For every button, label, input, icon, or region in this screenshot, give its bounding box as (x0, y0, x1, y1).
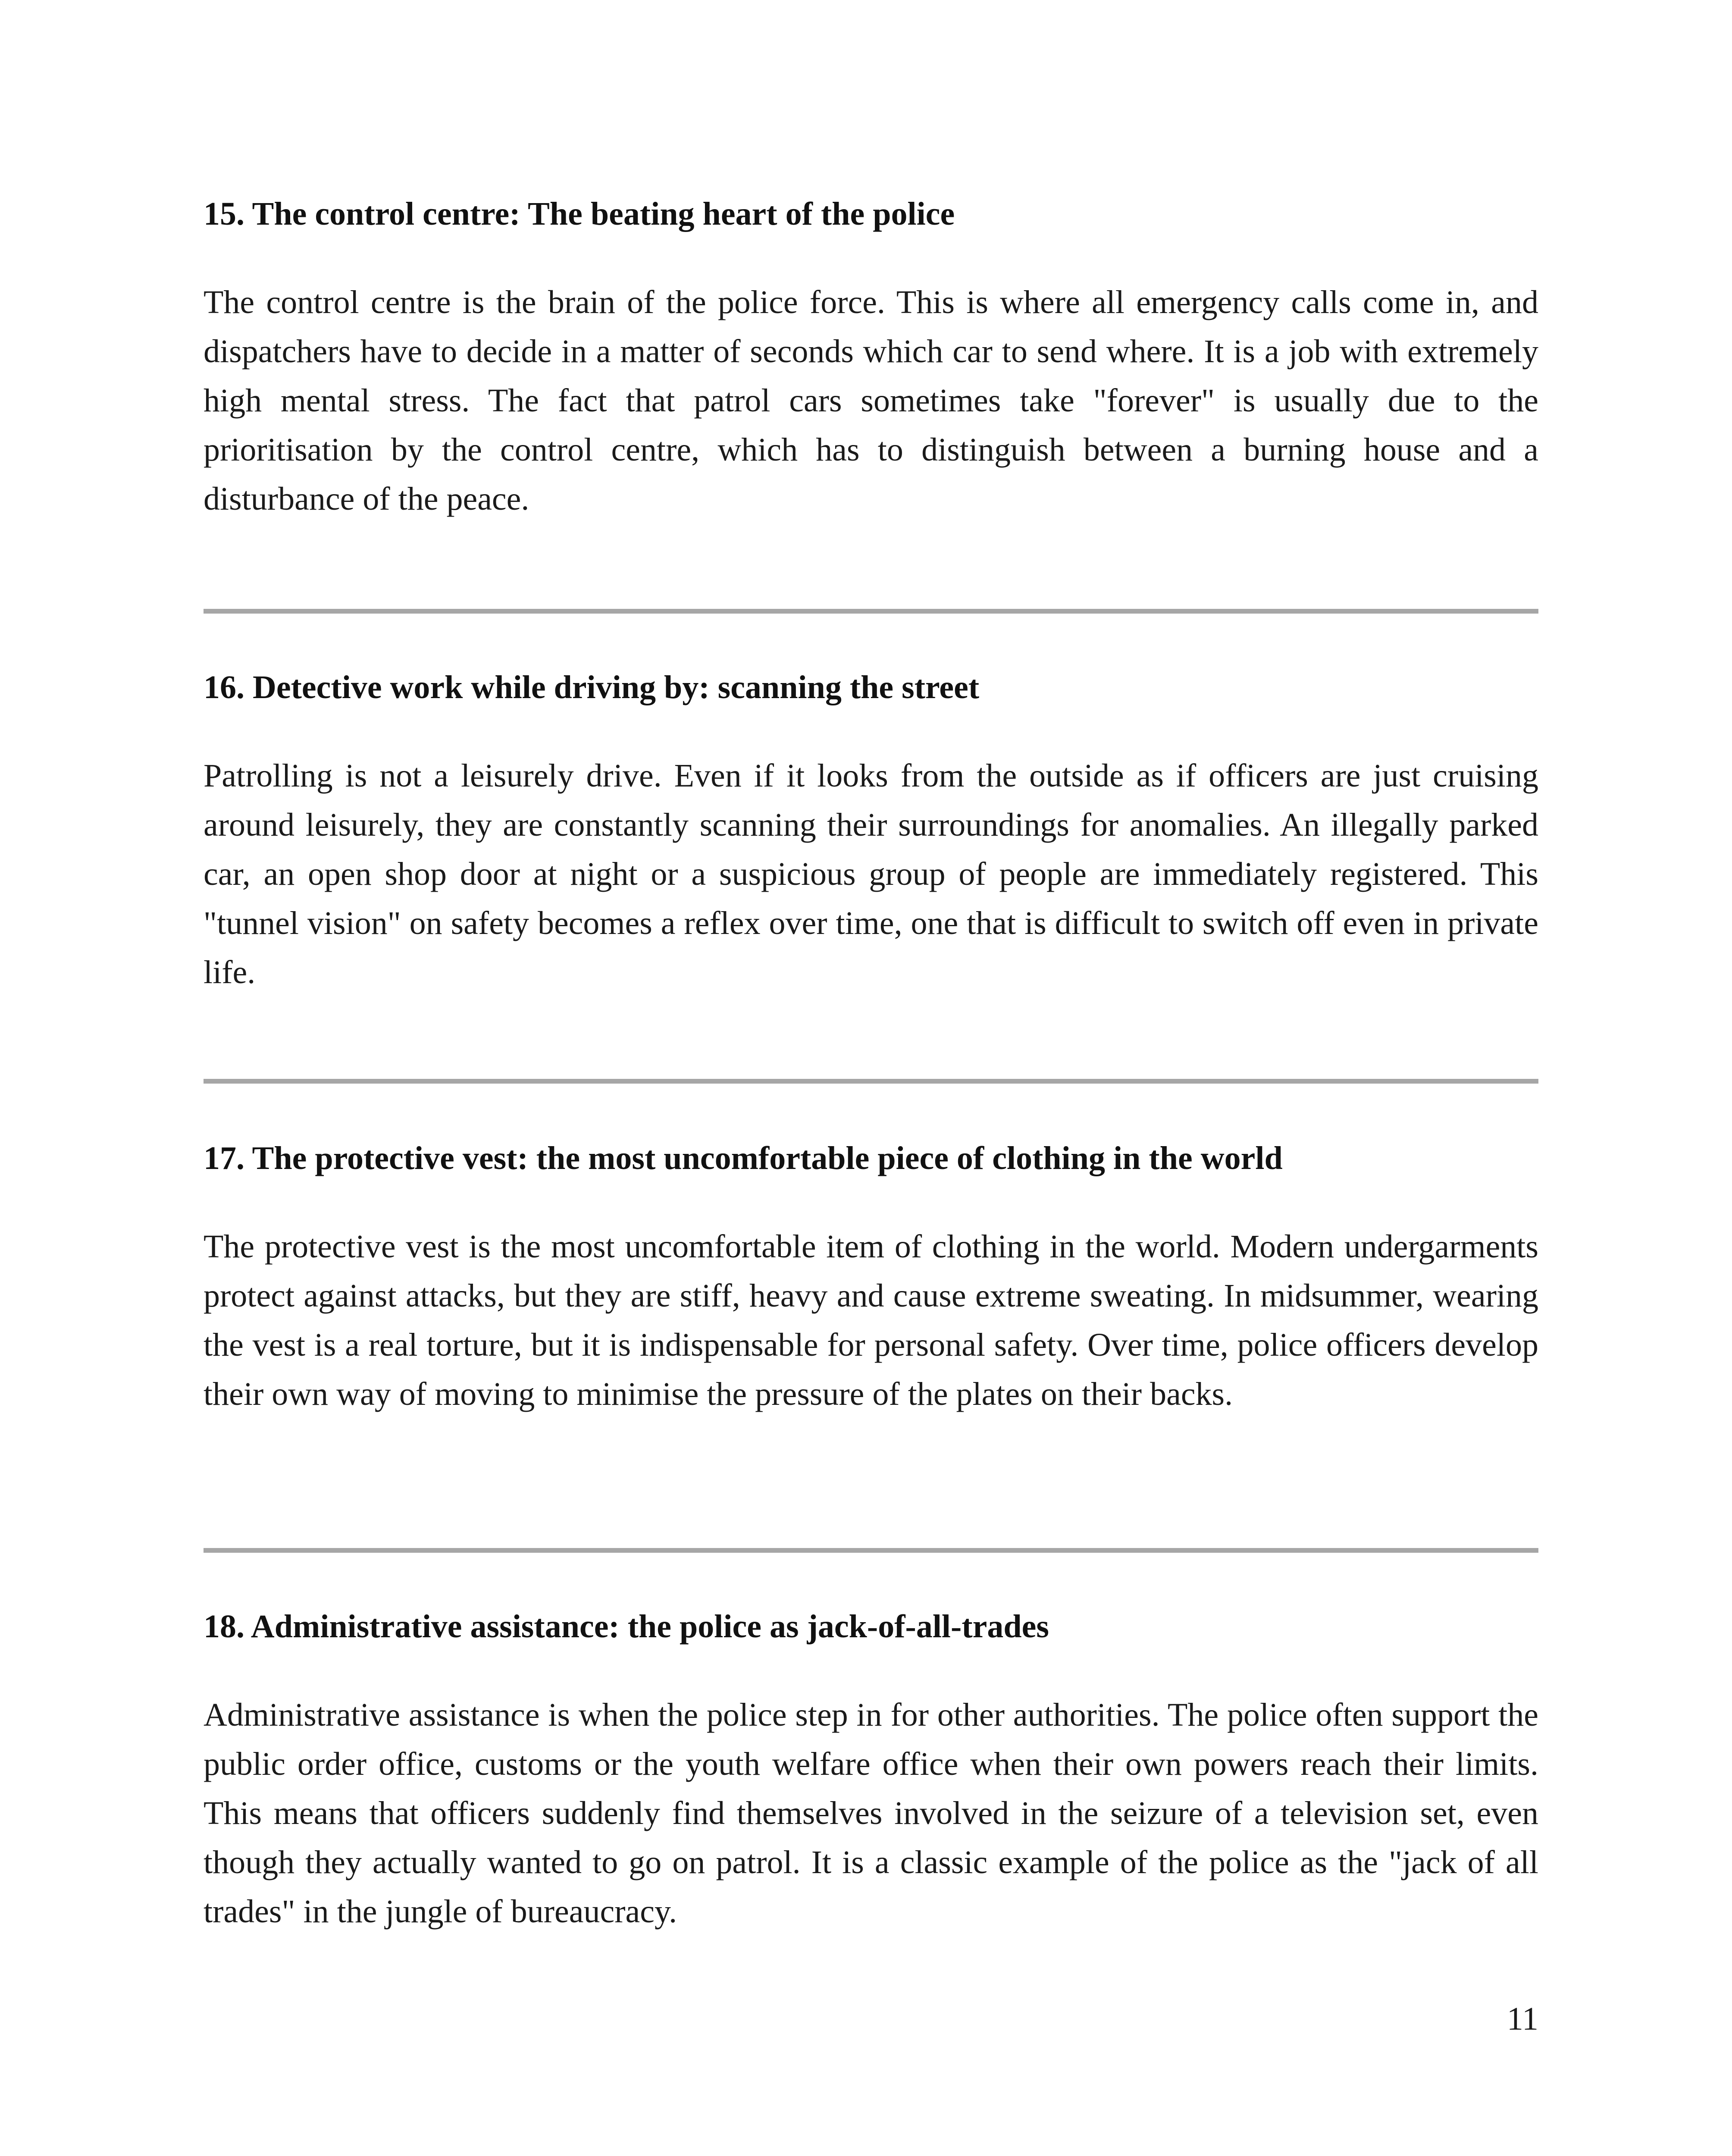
section-administrative-assistance (204, 1607, 1538, 1936)
page-number: 11 (1506, 2001, 1538, 2037)
section-divider (204, 1548, 1538, 1553)
section-divider (204, 609, 1538, 614)
section-heading: 17. The protective vest: the most uncomfortable piece of clothing in the world (204, 1140, 1283, 1176)
section-body: The protective vest is the most uncomfortable item of clothing in the world. Modern undergarments protect against attacks, but they are stiff, heavy and cause extreme sweating. In midsummer, wearing the vest is a real torture, but it is indispensable for personal safety. Over time, police officers develop their own way of moving to minimise the pressure of the plates on their backs. (204, 1228, 1538, 1412)
section-divider (204, 1079, 1538, 1084)
section-body: Administrative assistance is when the police step in for other authorities. The police often support the public order office, customs or the youth welfare office when their own powers reach their limits. This means that officers suddenly find themselves involved in the seizure of a television set, even though they actually wanted to go on patrol. It is a classic example of the police as the "jack of all trades" in the jungle of bureaucracy. (204, 1697, 1538, 1930)
section-heading: 15. The control centre: The beating heart of the police (204, 196, 955, 232)
section-heading: 16. Detective work while driving by: scanning the street (204, 669, 980, 705)
section-body: Patrolling is not a leisurely drive. Even if it looks from the outside as if officers are just cruising around leisurely, they are constantly scanning their surroundings for anomalies. An illegally parked car, an open shop door at night or a suspicious group of people are immediately registered. This "tunnel vision" on safety becomes a reflex over time, one that is difficult to switch off even in private life. (204, 758, 1538, 990)
section-detective-work (204, 667, 1538, 997)
section-heading: 18. Administrative assistance: the police as jack-of-all-trades (204, 1608, 1049, 1645)
section-protective-vest (204, 1138, 1538, 1419)
section-body: The control centre is the brain of the police force. This is where all emergency calls come in, and dispatchers have to decide in a matter of seconds which car to send where. It is a job with extremely high mental stress. The fact that patrol cars sometimes take "forever" is usually due to the prioritisation by the control centre, which has to distinguish between a burning house and a disturbance of the peace. (204, 284, 1538, 517)
section-control-centre (204, 194, 1538, 523)
